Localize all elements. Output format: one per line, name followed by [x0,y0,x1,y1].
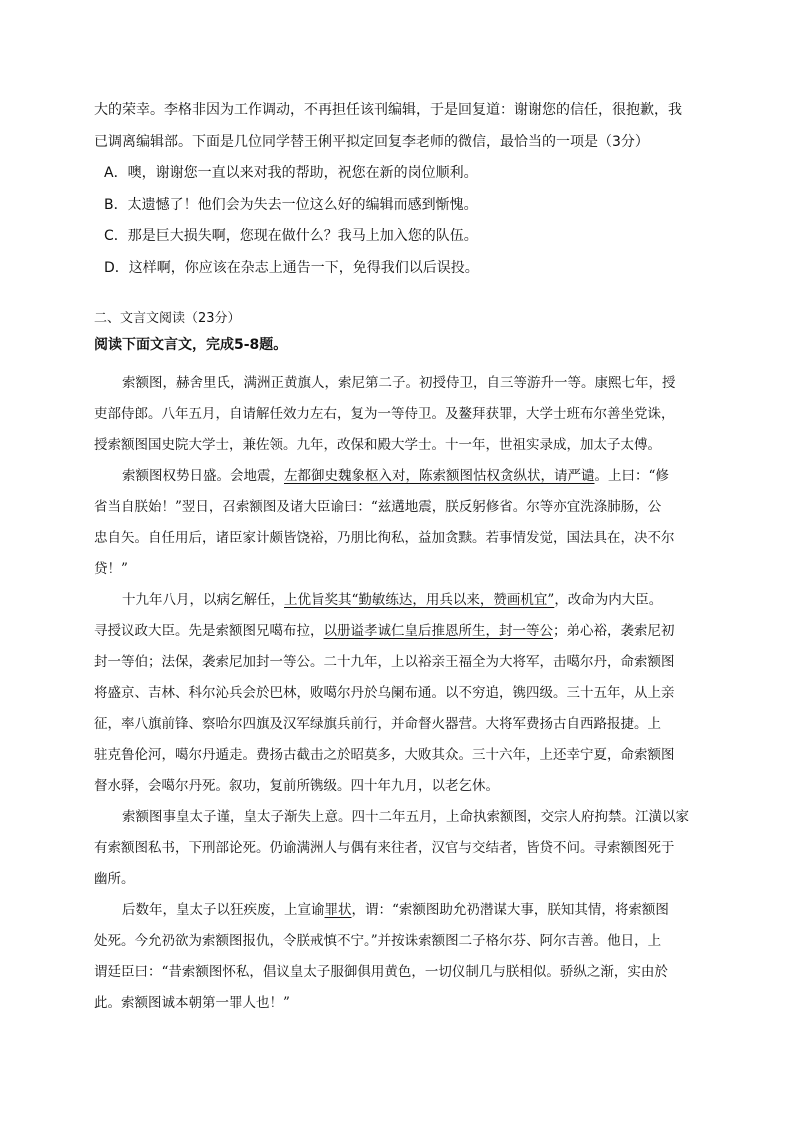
passage-p5-line-2: 处死。今允礽欲为索额图报仇，令朕戒慎不宁。”并按诛索额图二子格尔芬、阿尔吉善。他日，上 [94,933,662,949]
option-b: B．太遗憾了！他们会为失去一位这么好的编辑而感到惭愧。 [104,197,478,213]
passage-p3-line-4: 将盛京、吉林、科尔沁兵会於巴林，败噶尔丹於乌阑布通。以不穷追，镌四级。三十五年，从上亲 [94,685,675,701]
passage-p3-line-3: 封一等伯；法保，袭索尼加封一等公。二十九年，上以裕亲王福全为大将军，击噶尔丹，命索额图 [94,654,675,670]
passage-p3-line-1: 十九年八月，以病乞解任，上优旨奖其“勤敏练达，用兵以来，赞画机宜”，改命为内大臣。 [122,592,663,608]
underlined-sentence-3: 以册谥孝诚仁皇后推恩所生，封一等公 [323,623,553,639]
passage-p3-line-5: 征，率八旗前锋、察哈尔四旗及汉军绿旗兵前行，并命督火器营。大将军费扬古自西路报捷。上 [94,716,661,732]
passage-p4-line-1: 索额图事皇太子谨，皇太子渐失上意。四十二年五月，上命执索额图，交宗人府拘禁。江潢以家 [122,809,689,825]
passage-p1-line-2: 吏部侍郎。八年五月，自请解任效力左右，复为一等侍卫。及鳌拜获罪，大学士班布尔善坐党诛， [94,406,675,422]
underlined-word: 罪状 [324,902,352,918]
passage-p5-line-1: 后数年，皇太子以狂疾废，上宣谕罪状，谓：“索额图助允礽潜谋大事，朕知其情，将索额图 [122,902,669,918]
passage-p2-line-1: 索额图权势日盛。会地震，左都御史魏象枢入对，陈索额图怙权贪纵状，请严谴。上曰：“修 [122,468,669,484]
passage-p5-line-3: 谓廷臣曰：“昔索额图怀私，倡议皇太子服御俱用黄色，一切仪制几与朕相似。骄纵之渐，实由於 [94,964,668,980]
section-instruction: 阅读下面文言文，完成5-8题。 [94,337,288,353]
passage-p2-line-4: 贷！” [94,561,128,577]
question-stem-line-2: 已调离编辑部。下面是几位同学替王俐平拟定回复李老师的微信，最恰当的一项是（3分） [94,134,649,150]
passage-p2-line-3: 忠自矢。自任用后，诸臣家计颇皆饶裕，乃朋比徇私，益加贪黩。若事情发觉，国法具在，决不尔 [94,530,675,546]
option-c: C．那是巨大损失啊，您现在做什么？我马上加入您的队伍。 [104,228,478,244]
passage-p3-line-6: 驻克鲁伦河，噶尔丹遁走。费扬古截击之於昭莫多，大败其众。三十六年，上还幸宁夏，命索额图 [94,747,675,763]
passage-p1-line-1: 索额图，赫舍里氏，满洲正黄旗人，索尼第二子。初授侍卫，自三等游升一等。康熙七年，授 [122,375,676,391]
option-a: A．噢，谢谢您一直以来对我的帮助，祝您在新的岗位顺利。 [104,165,478,181]
underlined-sentence-1: 左都御史魏象枢入对，陈索额图怙权贪纵状，请严谴 [284,468,595,484]
passage-p1-line-3: 授索额图国史院大学士，兼佐领。九年，改保和殿大学士。十一年，世祖实录成，加太子太傅。 [94,437,661,453]
passage-p3-line-2: 寻授议政大臣。先是索额图兄噶布拉，以册谥孝诚仁皇后推恩所生，封一等公；弟心裕，袭索尼初 [94,623,675,639]
passage-p4-line-2: 有索额图私书，下刑部论死。仍谕满洲人与偶有来往者，汉官与交结者，皆贷不问。寻索额图死于 [94,840,675,856]
option-d: D．这样啊，你应该在杂志上通告一下，免得我们以后误投。 [104,260,479,276]
passage-p3-line-7: 督水驿，会噶尔丹死。叙功，复前所镌级。四十年九月，以老乞休。 [94,778,499,794]
underlined-sentence-2: 上优旨奖其“勤敏练达，用兵以来，赞画机宜” [284,592,555,608]
passage-p2-line-2: 省当自朕始！”翌日，召索额图及诸大臣谕曰：“兹遘地震，朕反躬修省。尔等亦宜洗涤肺肠，公 [94,499,662,515]
section-heading: 二、文言文阅读（23分） [94,311,241,326]
question-stem-line-1: 大的荣幸。李格非因为工作调动，不再担任该刊编辑，于是回复道：谢谢您的信任，很抱歉，我 [94,102,682,118]
passage-p5-line-4: 此。索额图诚本朝第一罪人也！” [94,995,290,1011]
passage-p4-line-3: 幽所。 [94,871,135,887]
